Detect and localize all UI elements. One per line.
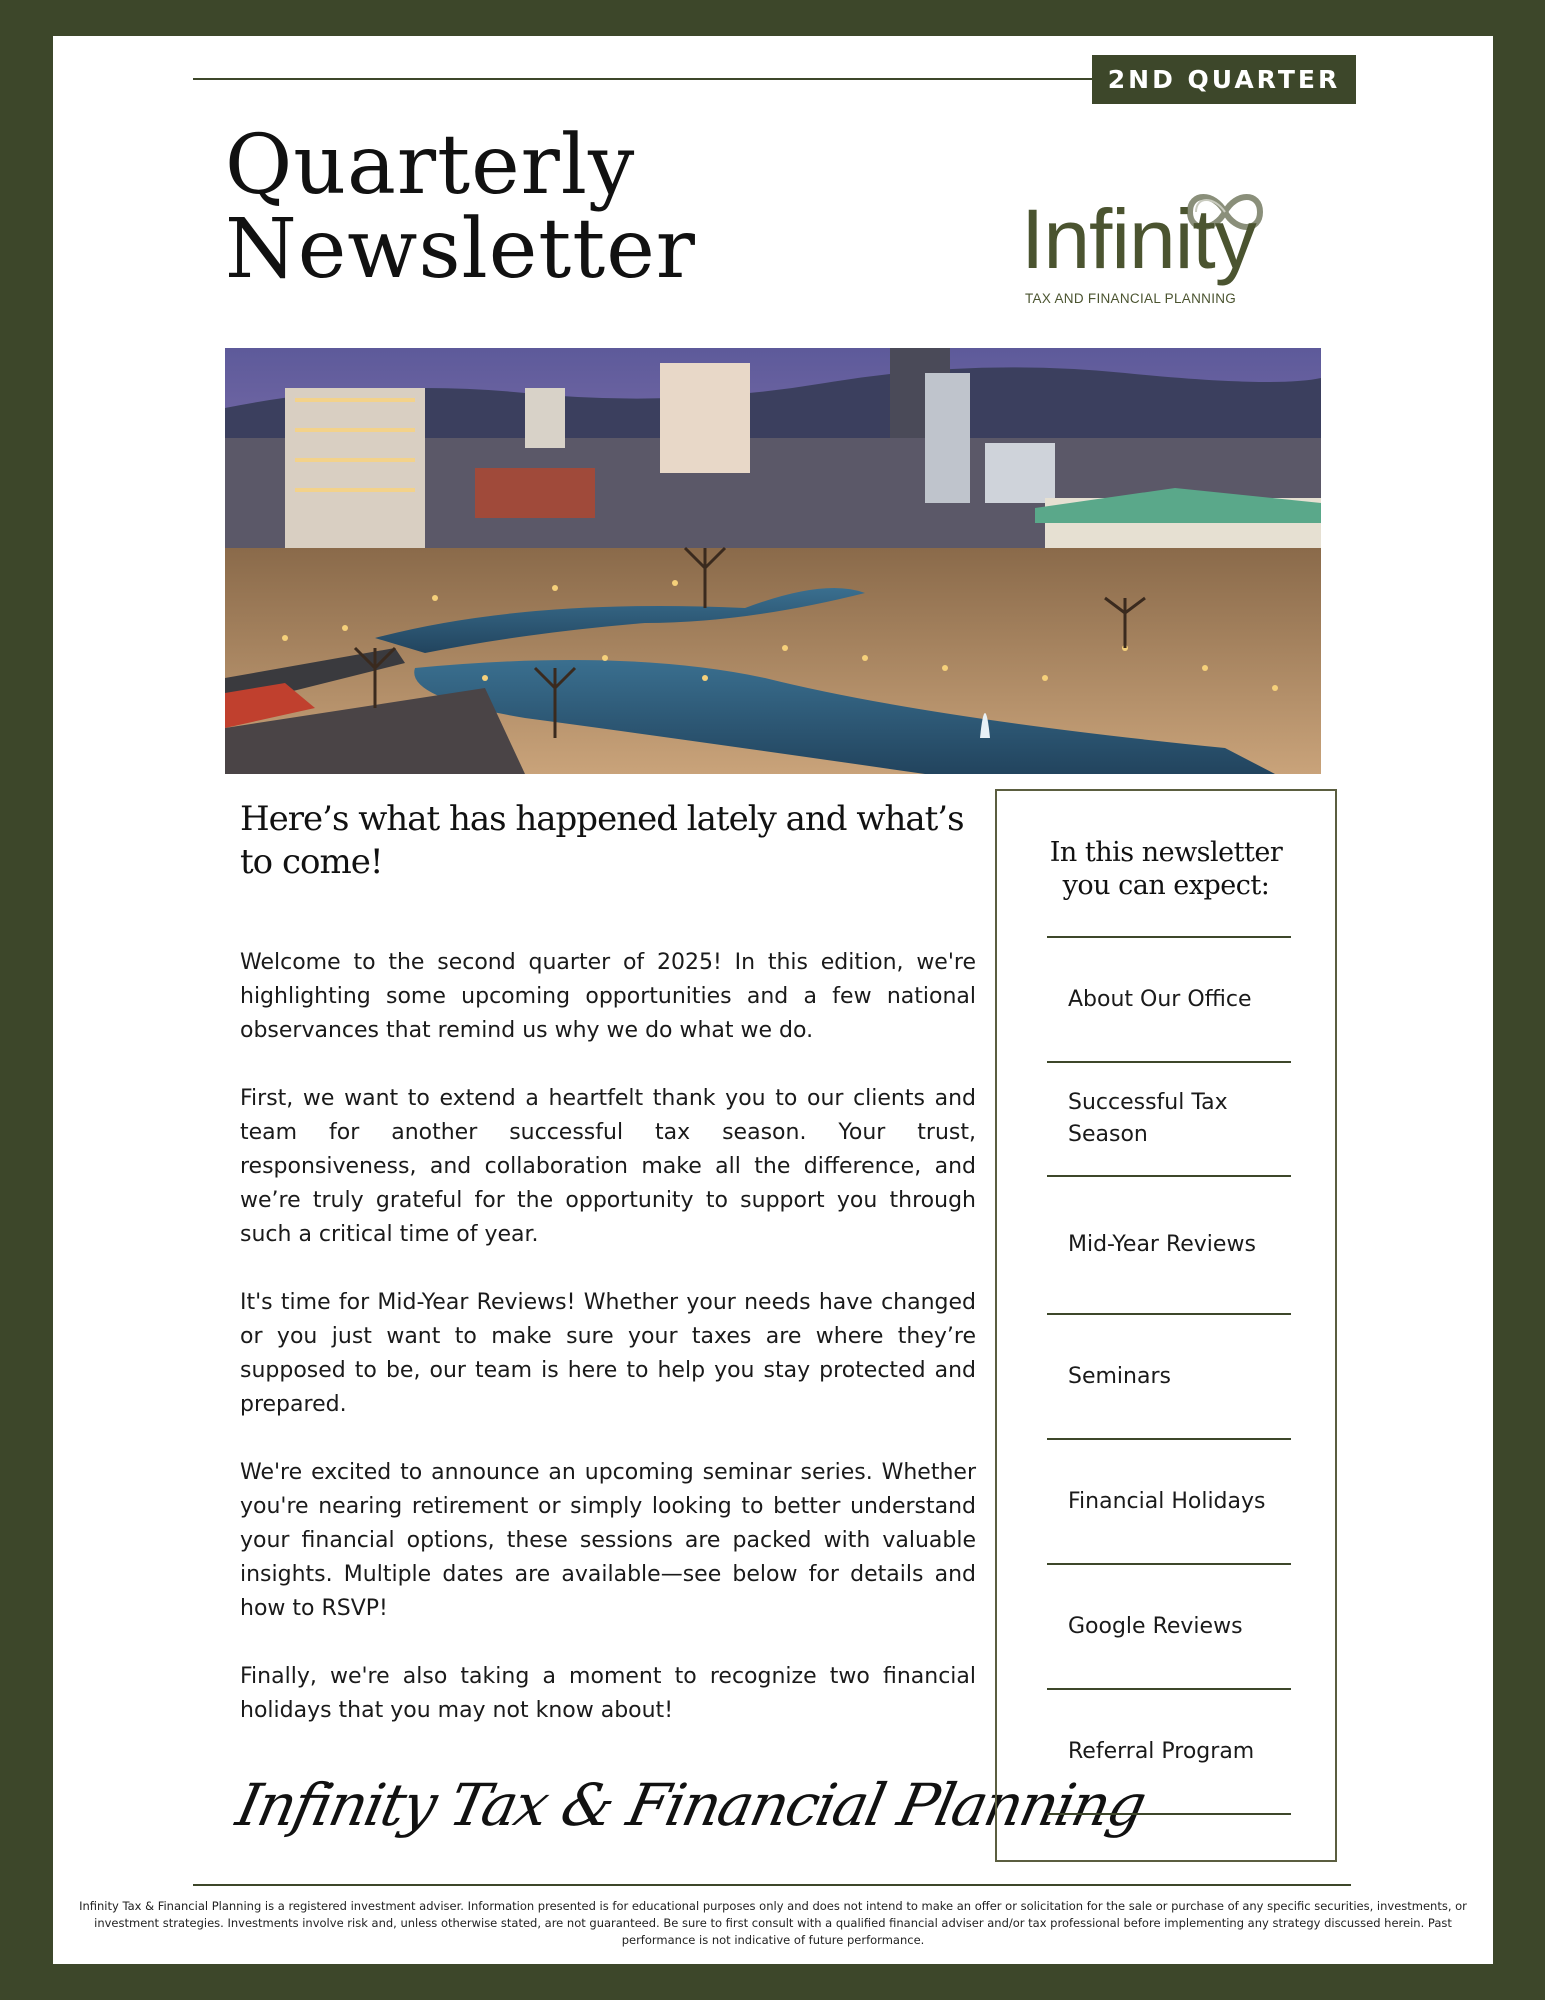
paragraph-mid-year-reviews: It's time for Mid-Year Reviews! Whether your needs have changed or you just want to make sure your taxes are where they’re supposed to be, our team is here to help you stay protected and prepared. [240, 1290, 976, 1417]
toc-item-google-reviews: Google Reviews [1047, 1565, 1291, 1690]
toc-item-seminars: Seminars [1047, 1315, 1291, 1440]
newsletter-page [53, 36, 1493, 1964]
disclaimer: Infinity Tax & Financial Planning is a registered investment adviser. Information presented is for educational purposes only and does not intend to make an offer or solicitation for the sale or purchase of any specific securities, investments, or investment strategies. Investments involve risk and, unless otherwise stated, are not guaranteed. Be sure to first consult with a qualified financial adviser and/or tax professional before implementing any strategy discussed herein. Past performance is not indicative of future performance. [79, 1899, 1467, 1947]
toc-item-about-office: About Our Office [1047, 938, 1291, 1063]
toc-item-mid-year-reviews: Mid-Year Reviews [1047, 1177, 1291, 1315]
toc-item-tax-season: Successful Tax Season [1047, 1063, 1291, 1177]
paragraph-thank-you: First, we want to extend a heartfelt thank you to our clients and team for another successful tax season. Your trust, responsiveness, and collaboration make all the difference, and we’re truly grateful for the opportunity to support you through such a critical time of year. [240, 1086, 976, 1247]
toc-title [997, 836, 1335, 902]
signature: Infinity Tax & Financial Planning [230, 1771, 1151, 1839]
paragraph-financial-holidays: Finally, we're also taking a moment to recognize two financial holidays that you may not know about! [240, 1664, 976, 1723]
toc-title-line-2: you can expect: [1062, 870, 1270, 901]
city-skyline-park-image [225, 348, 1321, 774]
table-of-contents [995, 789, 1337, 1862]
top-divider [193, 78, 1148, 80]
toc-item-financial-holidays: Financial Holidays [1047, 1440, 1291, 1565]
infinity-logo [1021, 146, 1321, 321]
logo-tagline: TAX AND FINANCIAL PLANNING [1025, 291, 1237, 306]
title-line-2: Newsletter [225, 202, 696, 297]
newsletter-body [240, 946, 976, 1762]
paragraph-seminars: We're excited to announce an upcoming seminar series. Whether you're nearing retirement or simply looking to better understand your financial options, these sessions are packed with valuable insights. Multiple dates are available—see below for details and how to RSVP! [240, 1460, 976, 1621]
logo-wordmark: Infinity [1021, 192, 1256, 286]
toc-item-referral-program: Referral Program [1047, 1690, 1291, 1815]
title-line-1: Quarterly [225, 118, 636, 213]
quarter-badge: 2ND QUARTER [1092, 55, 1356, 104]
section-headline: Here’s what has happened lately and what’s to come! [240, 799, 964, 882]
bottom-divider [193, 1884, 1351, 1886]
paragraph-welcome: Welcome to the second quarter of 2025! In this edition, we're highlighting some upcoming opportunities and a few national observances that remind us why we do what we do. [240, 950, 976, 1043]
toc-title-line-1: In this newsletter [1049, 837, 1283, 868]
page-title [225, 118, 696, 297]
